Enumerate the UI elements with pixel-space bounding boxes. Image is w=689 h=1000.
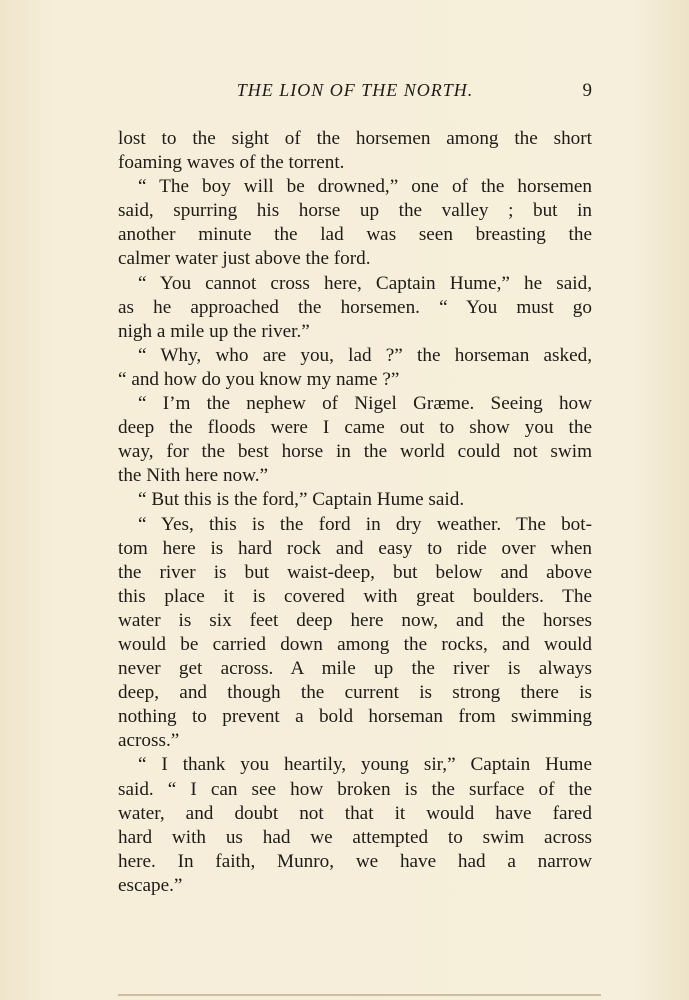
text-line: “ Why, who are you, lad ?” the horseman asked, — [138, 344, 592, 366]
text-line: would be carried down among the rocks, and would — [118, 633, 592, 655]
text-line: the river is but waist-deep, but below and above — [118, 561, 592, 583]
text-line: deep, and though the current is strong there is — [118, 682, 592, 704]
text-line: “ I’m the nephew of Nigel Græme. Seeing how — [138, 393, 592, 415]
text-line: this place it is covered with great boulders. The — [118, 585, 592, 607]
text-line: hard with us had we attempted to swim across — [118, 826, 592, 848]
text-line: as he approached the horsemen. “ You must go — [118, 296, 592, 318]
running-head — [118, 80, 592, 108]
text-line: “ Yes, this is the ford in dry weather. The bot- — [138, 513, 592, 535]
text-line: here. In faith, Munro, we have had a narrow — [118, 850, 592, 872]
text-line: said. “ I can see how broken is the surface of the — [118, 778, 592, 800]
text-line: the Nith here now.” — [118, 465, 269, 487]
text-line: “ You cannot cross here, Captain Hume,” he said, — [138, 272, 592, 294]
text-line: never get across. A mile up the river is always — [118, 658, 592, 680]
text-line: calmer water just above the ford. — [118, 248, 371, 270]
text-line: water is six feet deep here now, and the horses — [118, 609, 592, 631]
text-line: tom here is hard rock and easy to ride over when — [118, 537, 592, 559]
text-line: water, and doubt not that it would have fared — [118, 802, 592, 824]
text-line: deep the floods were I came out to show you the — [118, 417, 592, 439]
text-line: nigh a mile up the river.” — [118, 320, 310, 342]
text-line: foaming waves of the torrent. — [118, 152, 345, 174]
text-line: said, spurring his horse up the valley ; but in — [118, 200, 592, 222]
text-line: escape.” — [118, 874, 183, 896]
text-line: “ I thank you heartily, young sir,” Captain Hume — [138, 754, 592, 776]
text-line: “ The boy will be drowned,” one of the horsemen — [138, 176, 592, 198]
body-text — [118, 127, 592, 898]
text-line: lost to the sight of the horsemen among the short — [118, 128, 592, 149]
text-line: “ and how do you know my name ?” — [118, 368, 400, 390]
text-line: way, for the best horse in the world could not swim — [118, 441, 592, 463]
running-title: THE LION OF THE NORTH. — [236, 80, 474, 100]
text-line: “ But this is the ford,” Captain Hume said. — [138, 489, 465, 511]
text-line: another minute the lad was seen breasting the — [118, 224, 592, 246]
page-number: 9 — [582, 80, 592, 101]
text-line: nothing to prevent a bold horseman from swimming — [118, 706, 592, 728]
text-line: across.” — [118, 730, 180, 752]
page-edge-rule — [118, 994, 601, 996]
